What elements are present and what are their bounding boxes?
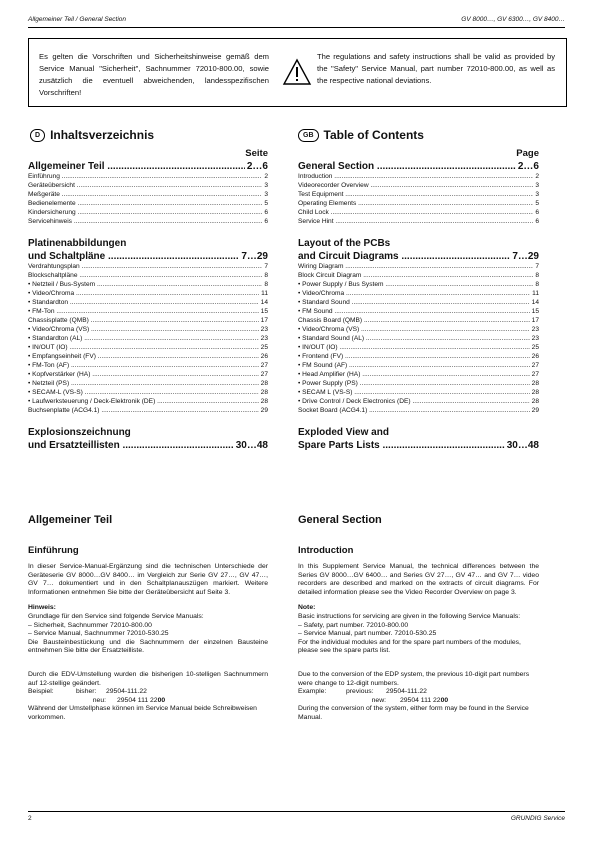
toc-entry-page: 27 — [260, 362, 268, 369]
toc-general-list-de — [28, 172, 268, 226]
toc-entry-page: 25 — [531, 344, 539, 351]
toc-entry-label: • Power Supply / Bus System ..... — [298, 280, 533, 289]
note-extra-en: For the individual modules and for the spare part numbers of the modules, please see the spare parts list. — [298, 638, 521, 655]
toc-entry-label: Videorecorder Overview ..... — [298, 181, 533, 190]
toc-entry-label: Operating Elements ..... — [298, 199, 533, 208]
note-item-en: – Service Manual, part number. 72010-530.25 — [298, 630, 437, 638]
toc-pcb-list-de — [28, 262, 268, 415]
toc-entry-page: 26 — [260, 353, 268, 360]
toc-entry-label: • Standard Sound (AL) ..... — [298, 334, 530, 343]
toc-pcb-heading-en: Layout of the PCBs — [298, 238, 391, 249]
toc-entry-label: Wiring Diagram ..... — [298, 262, 533, 271]
toc-entry[interactable] — [298, 343, 539, 352]
edp-text-de: Durch die EDV-Umstellung wurden die bisherigen 10-stelligen Sachnummern auf 12-stellige geändert. — [28, 670, 268, 687]
toc-entry[interactable] — [28, 325, 268, 334]
toc-title-de — [30, 128, 154, 142]
toc-entry-label: • Laufwerksteuerung / Deck-Elektronik (DE) ..... — [28, 397, 259, 406]
note-extra-de: Die Bausteinbestückung und die Sachnummern der einzelnen Bausteine entnehmen Sie bitte der Ersatzteilliste. — [28, 638, 268, 655]
toc-entry[interactable] — [28, 208, 268, 217]
toc-en — [298, 148, 539, 451]
toc-entry[interactable] — [28, 334, 268, 343]
note-intro-en: Basic instructions for servicing are given in the following Service Manuals: — [298, 612, 521, 620]
toc-entry[interactable] — [298, 190, 539, 199]
toc-entry-page: 28 — [531, 380, 539, 387]
example-old-en: Example: previous: 29504-111.22 — [298, 688, 427, 696]
toc-entry[interactable] — [298, 379, 539, 388]
toc-entry[interactable] — [298, 271, 539, 280]
toc-entry[interactable] — [298, 388, 539, 397]
toc-entry-page: 26 — [531, 353, 539, 360]
toc-entry[interactable] — [28, 271, 268, 280]
toc-entry-page: 23 — [260, 326, 268, 333]
toc-entry-page: 5 — [535, 200, 539, 207]
note-item-de: – Service Manual, Sachnummer 72010-530.25 — [28, 630, 169, 638]
safety-text-de: Es gelten die Vorschriften und Sicherheitshinweise gemäß dem Service Manual "Sicherheit", Sachnummer 72010-800.00, sowie zusätzlich die eventuell abweichenden, landesspezifischen Vorschriften! — [39, 52, 269, 97]
toc-entry[interactable] — [28, 262, 268, 271]
note-item-de: – Sicherheit, Sachnummer 72010-800.00 — [28, 621, 152, 629]
toc-entry-page: 15 — [260, 308, 268, 315]
toc-entry[interactable] — [28, 307, 268, 316]
toc-page-label-de: Seite — [245, 148, 268, 159]
toc-entry[interactable] — [28, 388, 268, 397]
toc-entry[interactable] — [298, 334, 539, 343]
warning-triangle-icon — [282, 58, 312, 86]
toc-expl-en[interactable]: Spare Parts Lists ..... 30…48 — [298, 440, 539, 451]
lang-badge-de: D — [30, 129, 45, 142]
toc-entry[interactable] — [298, 262, 539, 271]
toc-entry-page: 3 — [535, 182, 539, 189]
toc-entry-page: 25 — [260, 344, 268, 351]
toc-entry[interactable] — [298, 181, 539, 190]
safety-text-en: The regulations and safety instructions shall be valid as provided by the "Safety" Service Manual, part number 72010-800.00, as well as the respective national deviations. — [317, 52, 555, 85]
toc-entry-label: • Power Supply (PS) ..... — [298, 379, 530, 388]
closing-en: During the conversion of the system, either form may be found in the Service Manual. — [298, 705, 529, 721]
toc-entry[interactable] — [28, 190, 268, 199]
toc-entry-label: Socket Board (ACG4.1) ..... — [298, 406, 530, 415]
header-rule — [28, 27, 565, 28]
toc-entry-label: • Video/Chroma ..... — [298, 289, 530, 298]
toc-entry[interactable] — [298, 352, 539, 361]
safety-notice-box — [28, 38, 567, 107]
toc-entry-page: 8 — [535, 281, 539, 288]
toc-pcb-heading-de: Platinenabbildungen — [28, 238, 127, 249]
footer-brand: GRUNDIG Service — [510, 815, 565, 822]
toc-entry[interactable] — [298, 217, 539, 226]
toc-entry-page: 23 — [260, 335, 268, 342]
toc-entry-page: 29 — [260, 407, 268, 414]
toc-entry-label: Verdrahtungsplan ..... — [28, 262, 262, 271]
toc-entry-page: 14 — [260, 299, 268, 306]
toc-entry[interactable] — [298, 172, 539, 181]
toc-entry-label: • Standard Sound ..... — [298, 298, 530, 307]
toc-entry-label: • SECAM L (VS-S) ..... — [298, 388, 530, 397]
toc-entry[interactable] — [28, 352, 268, 361]
toc-entry[interactable] — [28, 406, 268, 415]
intro-en: In this Supplement Service Manual, the technical differences between the Series GV 8000…GV 6400… and Series GV 27…, GV 47… and GV 7… video recorders are described and marked on the extracts of circuit diagrams. For detailed information please see the Video Recorder Overview on page 3. — [298, 563, 539, 596]
toc-entry-page: 8 — [535, 272, 539, 279]
toc-entry-page: 17 — [531, 317, 539, 324]
toc-entry-page: 17 — [260, 317, 268, 324]
toc-entry[interactable] — [298, 289, 539, 298]
example-old-de: Beispiel: bisher: 29504-111.22 — [28, 688, 147, 696]
section-heading-de: Allgemeiner Teil — [28, 514, 113, 526]
toc-expl-heading-en: Exploded View and — [298, 427, 389, 438]
toc-entry-page: 23 — [531, 335, 539, 342]
toc-entry-label: • FM-Ton ..... — [28, 307, 259, 316]
toc-entry[interactable] — [298, 307, 539, 316]
toc-entry[interactable] — [28, 199, 268, 208]
toc-entry-page: 3 — [535, 191, 539, 198]
subheading-de: Einführung — [28, 545, 79, 556]
example-new-de: neu: 29504 111 22 00 — [92, 696, 166, 704]
toc-entry-page: 11 — [532, 290, 539, 297]
toc-entry-page: 3 — [264, 191, 268, 198]
toc-entry-page: 8 — [264, 281, 268, 288]
toc-entry[interactable] — [298, 397, 539, 406]
toc-entry[interactable] — [28, 316, 268, 325]
toc-title-de-text: Inhaltsverzeichnis — [50, 128, 155, 142]
toc-entry-label: • Frontend (FV) ..... — [298, 352, 530, 361]
toc-entry-page: 6 — [264, 209, 268, 216]
toc-entry-page: 14 — [531, 299, 539, 306]
toc-entry-label: • Video/Chroma (VS) ..... — [298, 325, 530, 334]
toc-title-en-text: Table of Contents — [323, 128, 424, 142]
toc-entry[interactable] — [298, 361, 539, 370]
toc-entry-page: 2 — [264, 173, 268, 180]
toc-entry-label: • Netzteil (PS) ..... — [28, 379, 259, 388]
toc-pcb-de[interactable]: und Schaltpläne ..... 7…29 — [28, 251, 268, 262]
footer-rule — [28, 811, 565, 812]
example-new-en: new: 29504 111 22 00 — [371, 696, 449, 704]
toc-entry[interactable] — [298, 325, 539, 334]
toc-entry-label: Servicehinweis ..... — [28, 217, 262, 226]
toc-entry-page: 2 — [535, 173, 539, 180]
toc-expl-heading-de: Explosionszeichnung — [28, 427, 131, 438]
toc-entry[interactable] — [298, 280, 539, 289]
toc-entry-label: Chassis Board (QMB) ..... — [298, 316, 530, 325]
toc-entry-page: 7 — [535, 263, 539, 270]
toc-entry[interactable] — [28, 289, 268, 298]
toc-entry[interactable] — [28, 181, 268, 190]
toc-entry-label: Child Lock ..... — [298, 208, 533, 217]
toc-entry[interactable] — [28, 370, 268, 379]
toc-expl-de[interactable]: und Ersatzteillisten ..... 30…48 — [28, 440, 268, 451]
page-number: 2 — [28, 815, 32, 822]
toc-entry-label: • FM Sound (AF) ..... — [298, 361, 530, 370]
toc-entry-label: Blockschaltpläne ..... — [28, 271, 262, 280]
toc-general-de[interactable]: Allgemeiner Teil ..... 2…6 — [28, 161, 268, 172]
toc-entry-page: 27 — [260, 371, 268, 378]
toc-entry[interactable] — [28, 343, 268, 352]
toc-entry-label: • FM-Ton (AF) ..... — [28, 361, 259, 370]
toc-entry-page: 11 — [261, 290, 268, 297]
note-title-en: Note: — [298, 604, 316, 612]
toc-entry-label: • FM Sound ..... — [298, 307, 530, 316]
toc-entry[interactable] — [28, 217, 268, 226]
toc-entry-label: • Standardton ..... — [28, 298, 259, 307]
toc-entry[interactable] — [298, 199, 539, 208]
toc-entry-label: Kindersicherung ..... — [28, 208, 262, 217]
toc-entry-page: 28 — [531, 389, 539, 396]
toc-entry[interactable] — [28, 397, 268, 406]
toc-entry-label: • SECAM-L (VS-S) ..... — [28, 388, 259, 397]
edp-text-en: Due to the conversion of the EDP system, the previous 10-digit part numbers were change to 12-digit numbers. — [298, 670, 530, 687]
toc-entry-label: • Netzteil / Bus-System ..... — [28, 280, 262, 289]
toc-entry-page: 28 — [260, 398, 268, 405]
toc-entry-page: 3 — [264, 182, 268, 189]
toc-entry-label: Block Circuit Diagram ..... — [298, 271, 533, 280]
toc-entry-page: 28 — [260, 389, 268, 396]
toc-entry[interactable] — [298, 370, 539, 379]
toc-pcb-list-en — [298, 262, 539, 415]
toc-entry-label: • Empfangseinheit (FV) ..... — [28, 352, 259, 361]
toc-entry-label: Buchsenplatte (ACG4.1) ..... — [28, 406, 259, 415]
toc-entry-page: 6 — [535, 209, 539, 216]
toc-entry-label: Service Hint ..... — [298, 217, 533, 226]
closing-de: Während der Umstellphase können im Service Manual beide Schreibweisen vorkommen. — [28, 705, 257, 721]
toc-entry-label: Chassisplatte (QMB) ..... — [28, 316, 259, 325]
toc-entry-page: 23 — [531, 326, 539, 333]
toc-entry-page: 7 — [264, 263, 268, 270]
toc-entry-label: Introduction ..... — [298, 172, 533, 181]
note-intro-de: Grundlage für den Service sind folgende Service Manuals: — [28, 612, 204, 620]
toc-page-label-en: Page — [516, 148, 539, 159]
toc-entry-label: Test Equipment ..... — [298, 190, 533, 199]
toc-entry-page: 29 — [531, 407, 539, 414]
toc-entry[interactable] — [298, 298, 539, 307]
section-heading-en: General Section — [298, 514, 382, 526]
toc-entry-page: 27 — [531, 371, 539, 378]
toc-entry-page: 6 — [535, 218, 539, 225]
toc-entry[interactable] — [28, 361, 268, 370]
toc-entry[interactable] — [28, 379, 268, 388]
toc-entry[interactable] — [28, 172, 268, 181]
note-title-de: Hinweis: — [28, 604, 56, 612]
note-item-en: – Safety, part number. 72010-800.00 — [298, 621, 409, 629]
body-en — [298, 563, 539, 723]
toc-entry-label: • Video/Chroma (VS) ..... — [28, 325, 259, 334]
toc-entry-page: 28 — [260, 380, 268, 387]
toc-entry-label: • IN/OUT (IO) ..... — [298, 343, 530, 352]
toc-entry[interactable] — [28, 298, 268, 307]
toc-entry-page: 15 — [531, 308, 539, 315]
toc-entry-label: Geräteübersicht ..... — [28, 181, 262, 190]
toc-entry-label: • Standardton (AL) ..... — [28, 334, 259, 343]
subheading-en: Introduction — [298, 545, 354, 556]
toc-entry-label: • Video/Chroma ..... — [28, 289, 259, 298]
toc-entry-label: • Kopfverstärker (HA) ..... — [28, 370, 259, 379]
toc-entry-label: • IN/OUT (IO) ..... — [28, 343, 259, 352]
toc-entry[interactable] — [28, 280, 268, 289]
toc-pcb-en[interactable]: and Circuit Diagrams ..... 7…29 — [298, 251, 539, 262]
toc-entry-label: Meßgeräte ..... — [28, 190, 262, 199]
toc-entry[interactable] — [298, 316, 539, 325]
toc-entry-label: • Head Amplifier (HA) ..... — [298, 370, 530, 379]
toc-entry-page: 8 — [264, 272, 268, 279]
toc-entry-page: 5 — [264, 200, 268, 207]
toc-entry-page: 6 — [264, 218, 268, 225]
intro-de: In dieser Service-Manual-Ergänzung sind die technischen Unterschiede der Geräteserie GV 8000…GV 8400… im Vergleich zur Serie GV 27…, GV 47…, GV 7… dokumentiert und in den Schaltplanauszügen markiert. Weitere Informationen entnehmen Sie bitte der Geräteübersicht auf Seite 3. — [28, 563, 268, 596]
toc-general-en[interactable]: General Section ..... 2…6 — [298, 161, 539, 172]
toc-entry-label: Einführung ..... — [28, 172, 262, 181]
toc-entry-label: • Drive Control / Deck Electronics (DE) ..... — [298, 397, 530, 406]
header-left: Allgemeiner Teil / General Section — [28, 16, 127, 23]
toc-entry-page: 28 — [531, 398, 539, 405]
toc-entry[interactable] — [298, 406, 539, 415]
toc-entry[interactable] — [298, 208, 539, 217]
toc-title-en — [298, 128, 424, 142]
lang-badge-en: GB — [298, 129, 319, 142]
toc-de — [28, 148, 268, 451]
header-right: GV 8000…, GV 6300…, GV 8400… — [461, 16, 565, 23]
toc-general-list-en — [298, 172, 539, 226]
toc-entry-label: Bedienelemente ..... — [28, 199, 262, 208]
toc-entry-page: 27 — [531, 362, 539, 369]
body-de — [28, 563, 268, 723]
